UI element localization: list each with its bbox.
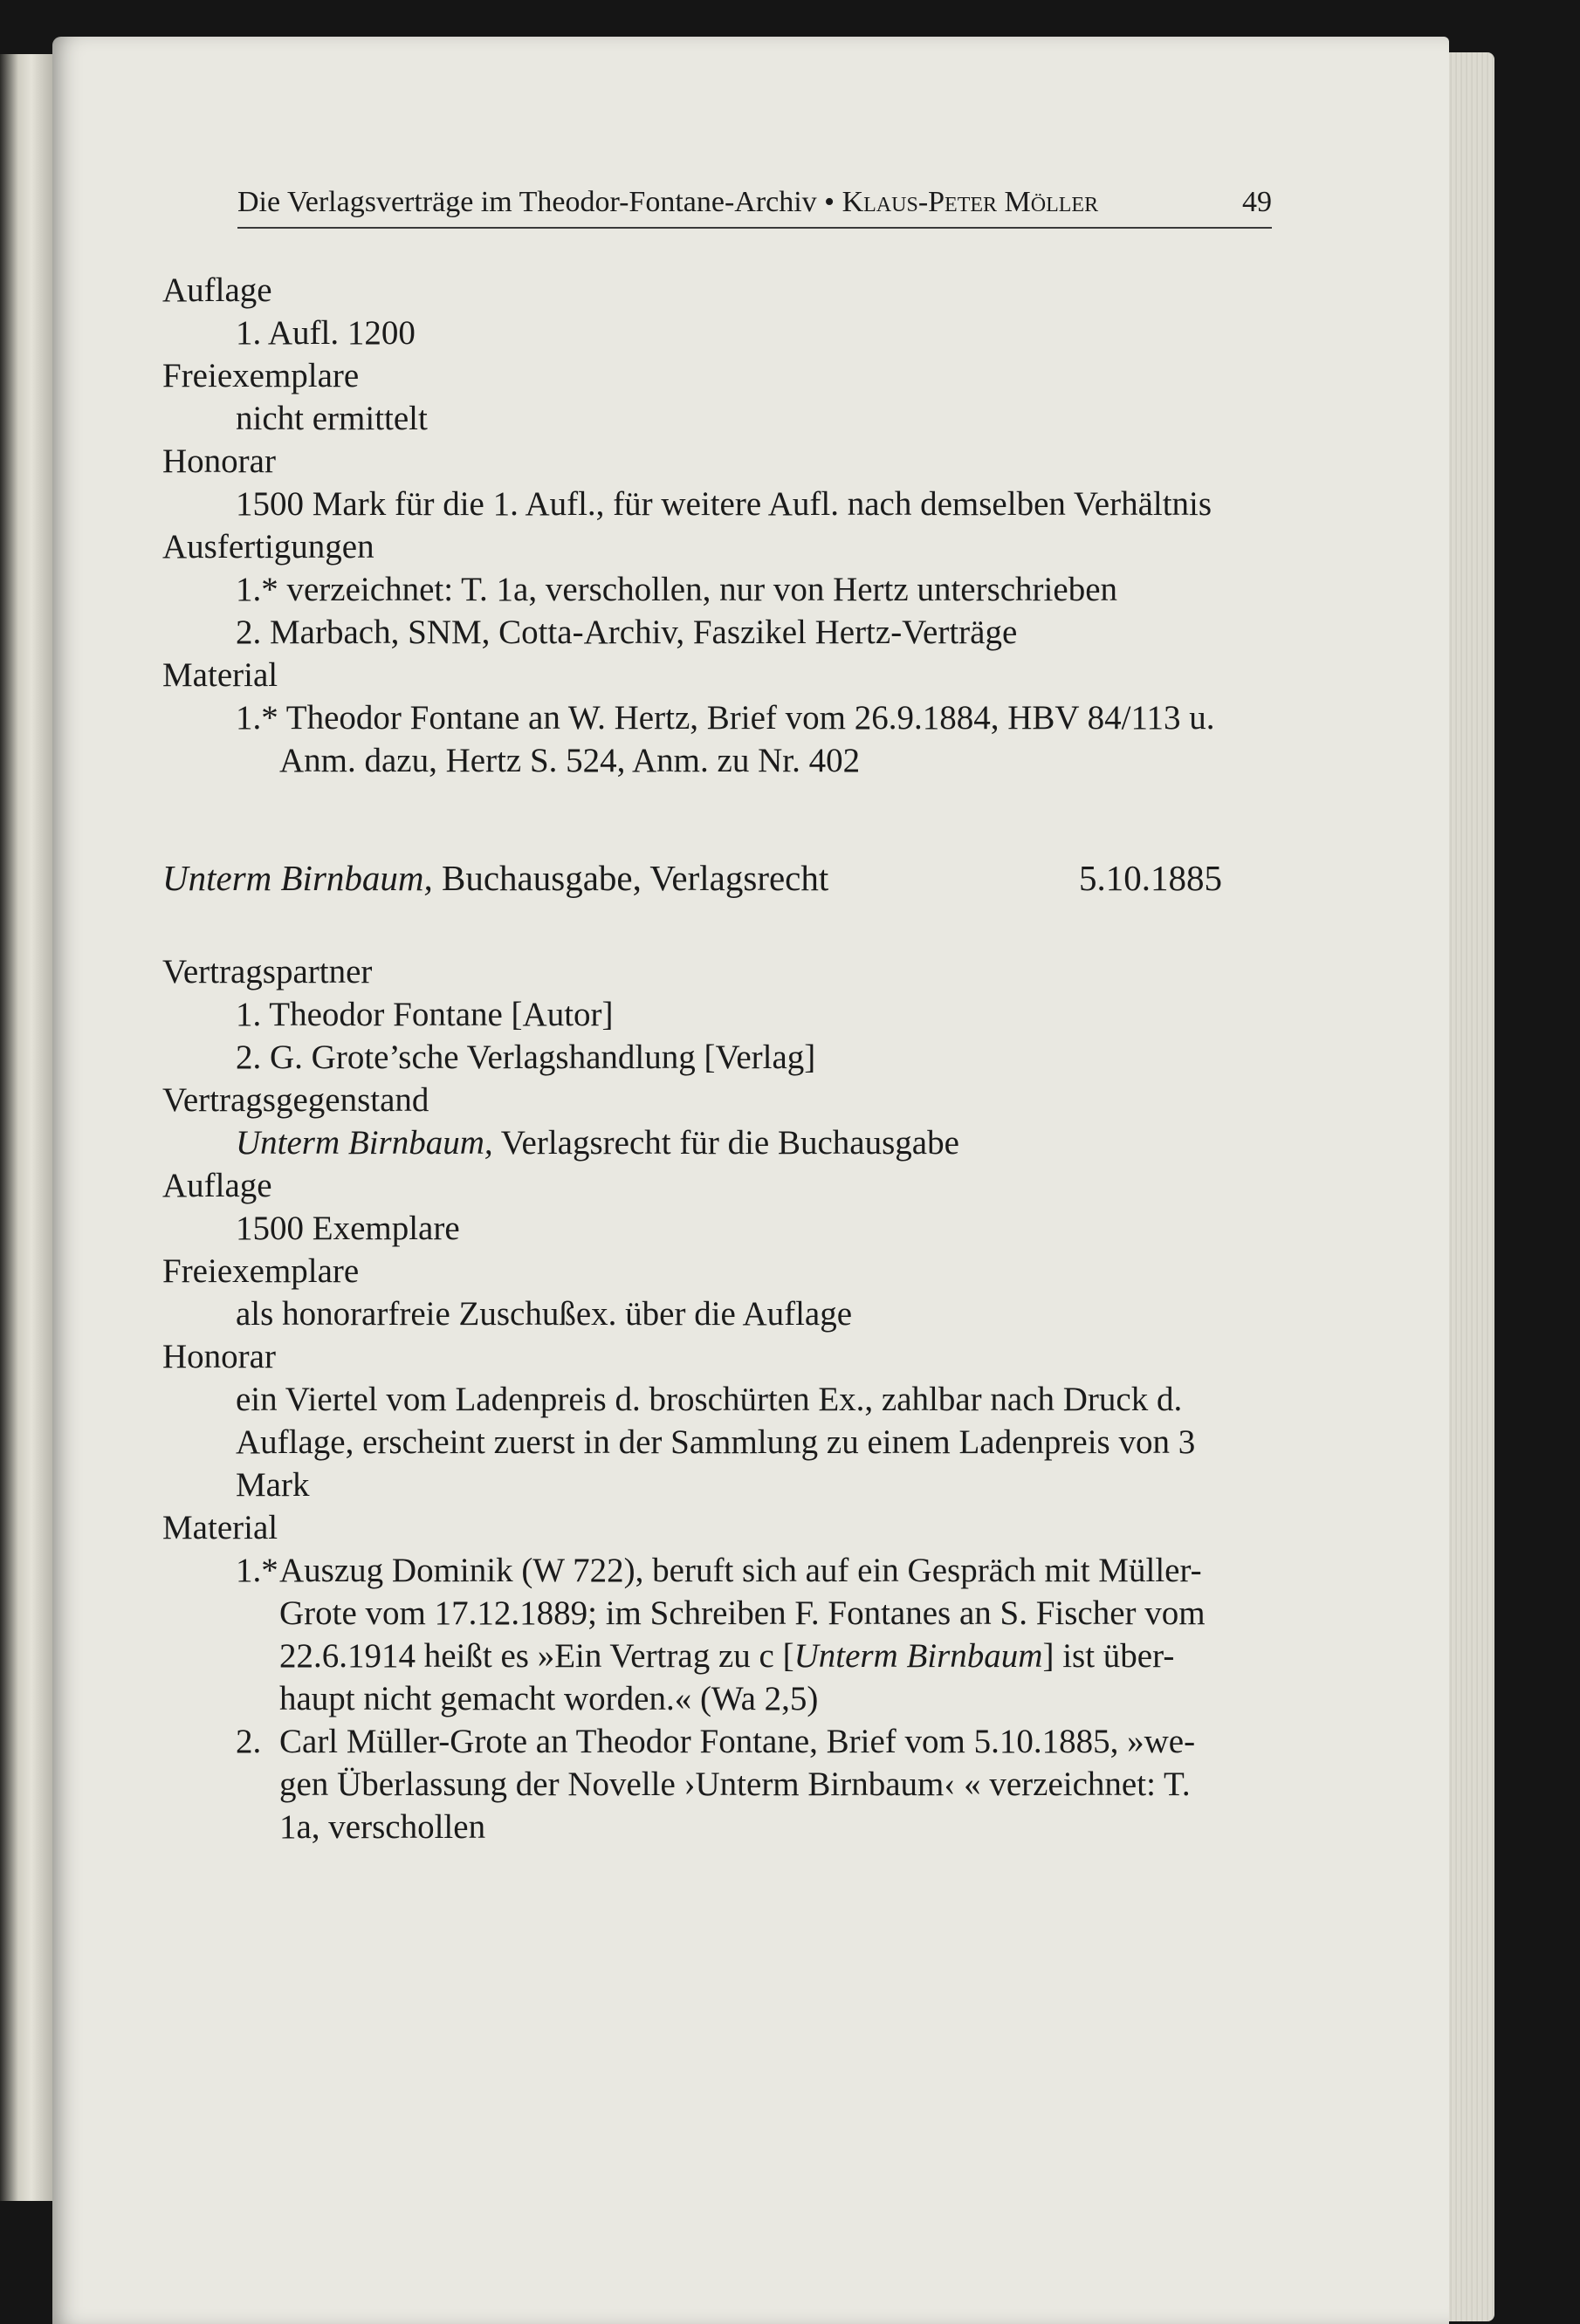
field-value-vertragsgegenstand: [236, 1121, 959, 1164]
ausfertigung-item-1: 1.* verzeichnet: T. 1a, verschollen, nur von Hertz unterschrieben: [236, 571, 1118, 608]
material-item-2-line2: gen Überlassung der Novelle ›Unterm Birnbaum‹ « verzeichnet: T.: [279, 1765, 1191, 1803]
page-number: 49: [1242, 186, 1272, 218]
material-item-1-line1: 1.* Theodor Fontane an W. Hertz, Brief vom 26.9.1884, HBV 84/113 u.: [236, 699, 1215, 737]
field-label-material: Material: [162, 656, 278, 694]
header-title-text: Die Verlagsverträge im Theodor-Fontane-Archiv •: [237, 186, 835, 218]
material-item-1-line2: Grote vom 17.12.1889; im Schreiben F. Fontanes an S. Fischer vom: [279, 1594, 1206, 1632]
field-label-vertragsgegenstand: Vertragsgegenstand: [162, 1081, 429, 1119]
honorar-line-3: Mark: [236, 1466, 310, 1504]
field-label-ausfertigungen: Ausfertigungen: [162, 528, 374, 566]
material-item-1-number: 1.*: [236, 1552, 278, 1589]
field-label-freiexemplare-2: Freiexemplare: [162, 1252, 360, 1290]
gegenstand-rest: Verlagsrecht für die Buchausgabe: [492, 1124, 959, 1162]
facing-page-edge: [0, 54, 52, 2201]
material-item-2-line1: Carl Müller-Grote an Theodor Fontane, Brief vom 5.10.1885, »we-: [279, 1723, 1196, 1760]
field-label-auflage-2: Auflage: [162, 1167, 272, 1204]
ausfertigung-item-2: 2. Marbach, SNM, Cotta-Archiv, Faszikel Hertz-Verträge: [236, 614, 1018, 651]
field-value-auflage-2: 1500 Exemplare: [236, 1210, 460, 1247]
material-item-1-line3: [279, 1635, 1174, 1677]
header-author: Klaus-Peter Möller: [842, 186, 1099, 218]
entry-date: 5.10.1885: [1079, 858, 1222, 898]
material-line3-a: 22.6.1914 heißt es »Ein Vertrag zu c [: [279, 1637, 794, 1675]
entry-title-work: Unterm Birnbaum,: [162, 858, 433, 898]
field-label-material-2: Material: [162, 1509, 278, 1546]
partner-item-2: 2. G. Grote’sche Verlagshandlung [Verlag]: [236, 1039, 816, 1076]
field-label-honorar: Honorar: [162, 442, 276, 480]
material-item-2-number: 2.: [236, 1723, 262, 1760]
material-item-1-line1: Auszug Dominik (W 722), beruft sich auf ein Gespräch mit Müller-: [279, 1552, 1202, 1589]
gegenstand-work: Unterm Birnbaum,: [236, 1124, 493, 1162]
material-line3-b: ] ist über-: [1042, 1637, 1175, 1675]
running-title: [237, 183, 1098, 222]
field-value-auflage: 1. Aufl. 1200: [236, 314, 416, 352]
field-label-honorar-2: Honorar: [162, 1338, 276, 1375]
field-value-freiexemplare-2: als honorarfreie Zuschußex. über die Auflage: [236, 1295, 853, 1333]
honorar-line-2: Auflage, erscheint zuerst in der Sammlung zu einem Ladenpreis von 3: [236, 1423, 1196, 1461]
material-item-1-line4: haupt nicht gemacht worden.« (Wa 2,5): [279, 1680, 819, 1717]
running-header: [237, 183, 1272, 229]
material-line3-work: Unterm Birnbaum: [793, 1637, 1043, 1675]
field-value-freiexemplare: nicht ermittelt: [236, 400, 428, 437]
entry-title: [162, 857, 828, 900]
material-item-1-line2: Anm. dazu, Hertz S. 524, Anm. zu Nr. 402: [279, 742, 861, 779]
field-value-honorar: 1500 Mark für die 1. Aufl., für weitere Aufl. nach demselben Verhältnis: [236, 485, 1212, 523]
entry-title-rest: Buchausgabe, Verlagsrecht: [432, 858, 829, 898]
material-item-2-line3: 1a, verschollen: [279, 1808, 486, 1846]
honorar-line-1: ein Viertel vom Ladenpreis d. broschürten Ex., zahlbar nach Druck d.: [236, 1381, 1183, 1418]
field-label-auflage: Auflage: [162, 271, 272, 309]
field-label-vertragspartner: Vertragspartner: [162, 953, 373, 991]
partner-item-1: 1. Theodor Fontane [Autor]: [236, 996, 614, 1033]
field-label-freiexemplare: Freiexemplare: [162, 357, 360, 394]
